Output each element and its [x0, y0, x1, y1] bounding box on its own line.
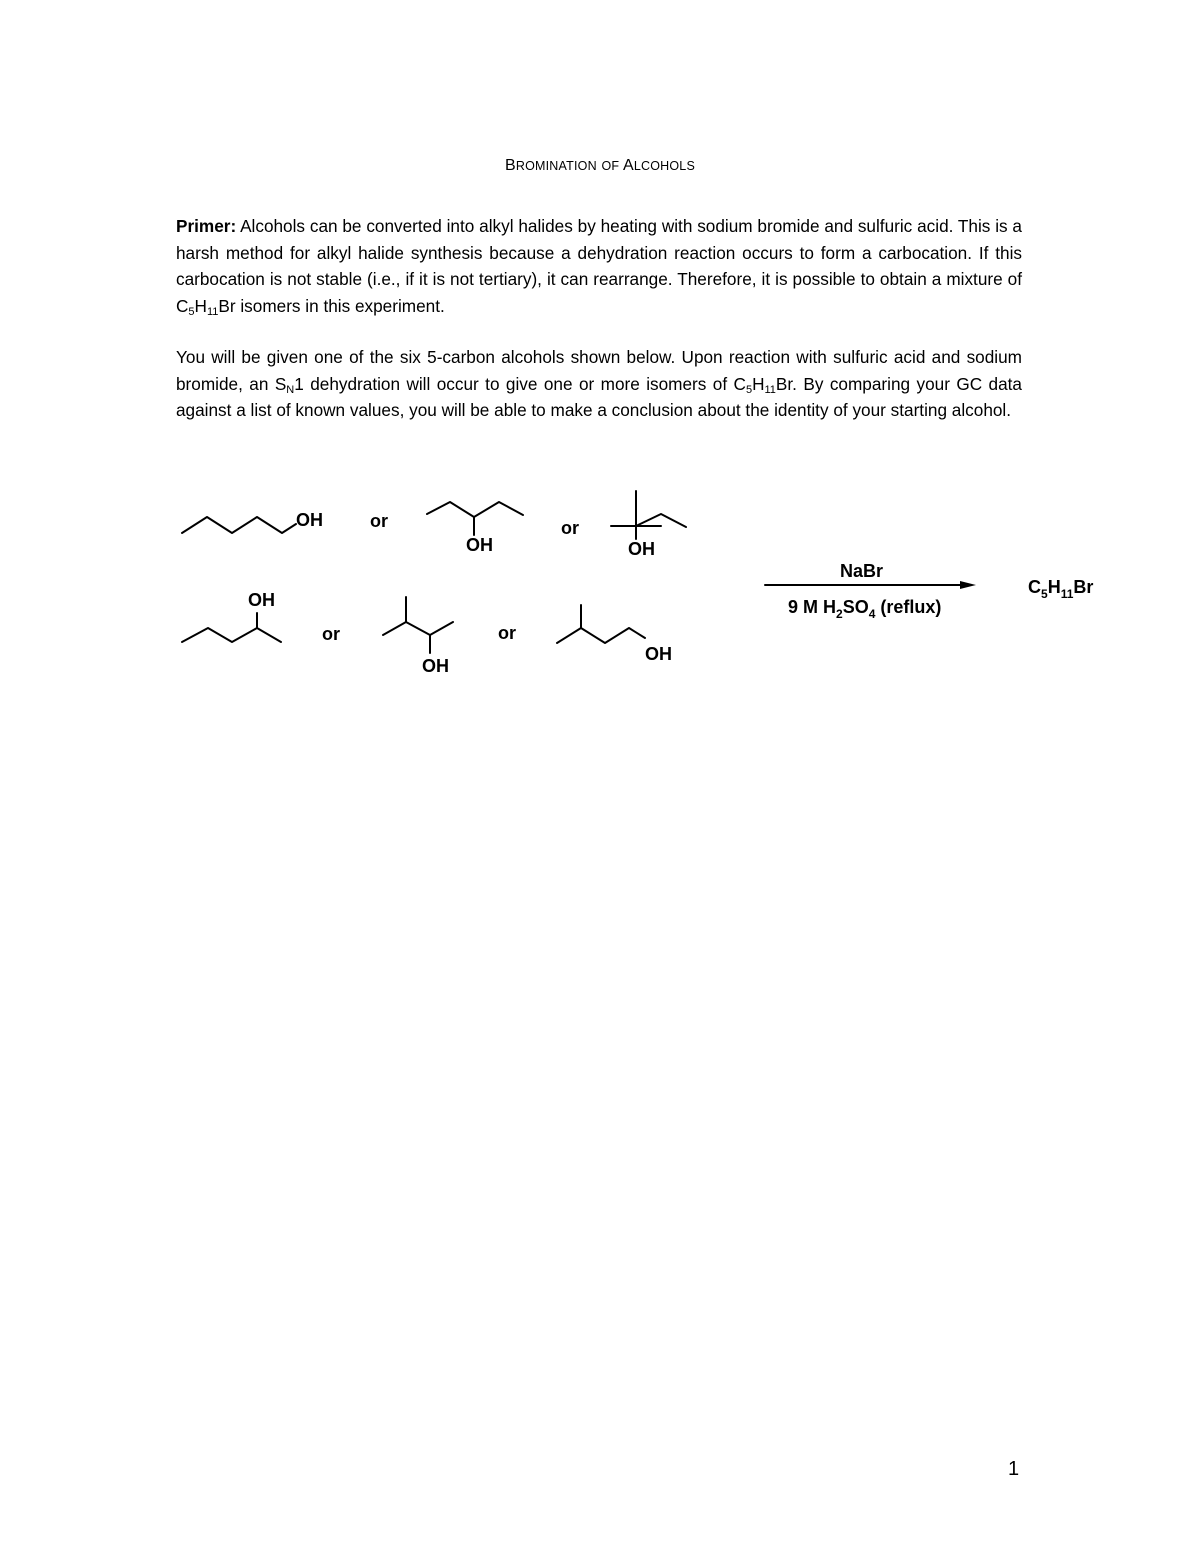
or-label: or	[322, 624, 340, 644]
or-label: or	[498, 623, 516, 643]
reaction-scheme	[0, 475, 1200, 695]
reagent-top: NaBr	[840, 561, 884, 581]
3-methylbutan-1-ol-structure	[557, 628, 645, 643]
or-label: or	[370, 511, 388, 531]
3-methylbutan-2-ol-structure	[383, 622, 453, 635]
title-word: LCOHOLS	[633, 159, 696, 173]
instructions-paragraph: You will be given one of the six 5-carbon alcohols shown below. Upon reaction with sulfuric acid and sodium bromide, an $S_N1$ dehydration will occur to give one or more isomers of $C_5H_{11}Br$. By comparing your GC data against a list of known values, you will be able to make a conclusion about the identity of your starting alcohol.	[176, 347, 1022, 420]
primer-label: Primer:	[176, 216, 237, 236]
product-formula: $C_5H_{11}Br$	[1028, 577, 1094, 601]
title-letter: A	[622, 157, 634, 174]
title-word: OF	[601, 159, 620, 173]
title-letter: B	[504, 157, 516, 174]
pentan-3-ol-structure	[427, 502, 523, 517]
oh-label: OH	[645, 644, 672, 664]
oh-label: OH	[422, 656, 449, 676]
oh-label: OH	[248, 590, 275, 610]
pentan-2-ol-structure	[182, 628, 281, 642]
oh-label: OH	[296, 510, 323, 530]
pentan-1-ol-structure	[182, 517, 296, 533]
title-word: ROMINATION	[515, 159, 597, 173]
primer-paragraph: Primer: Alcohols can be converted into alkyl halides by heating with sodium bromide and sulfuric acid. This is a harsh method for alkyl halide synthesis because a dehydration reaction occurs to form a carbocation. If this carbocation is not stable (i.e., if it is not tertiary), it can rearrange. Therefore, it is possible to obtain a mixture of $C_5H_{11}Br$ isomers in this experiment.	[176, 216, 1022, 318]
oh-label: OH	[466, 535, 493, 555]
page-title	[0, 157, 1200, 175]
arrowhead-icon	[960, 581, 976, 589]
or-label: or	[561, 518, 579, 538]
oh-label: OH	[628, 539, 655, 559]
reagent-bottom: 9 M $H_2SO_4$ (reflux)	[788, 597, 942, 621]
page-number: 1	[1008, 1458, 1020, 1480]
